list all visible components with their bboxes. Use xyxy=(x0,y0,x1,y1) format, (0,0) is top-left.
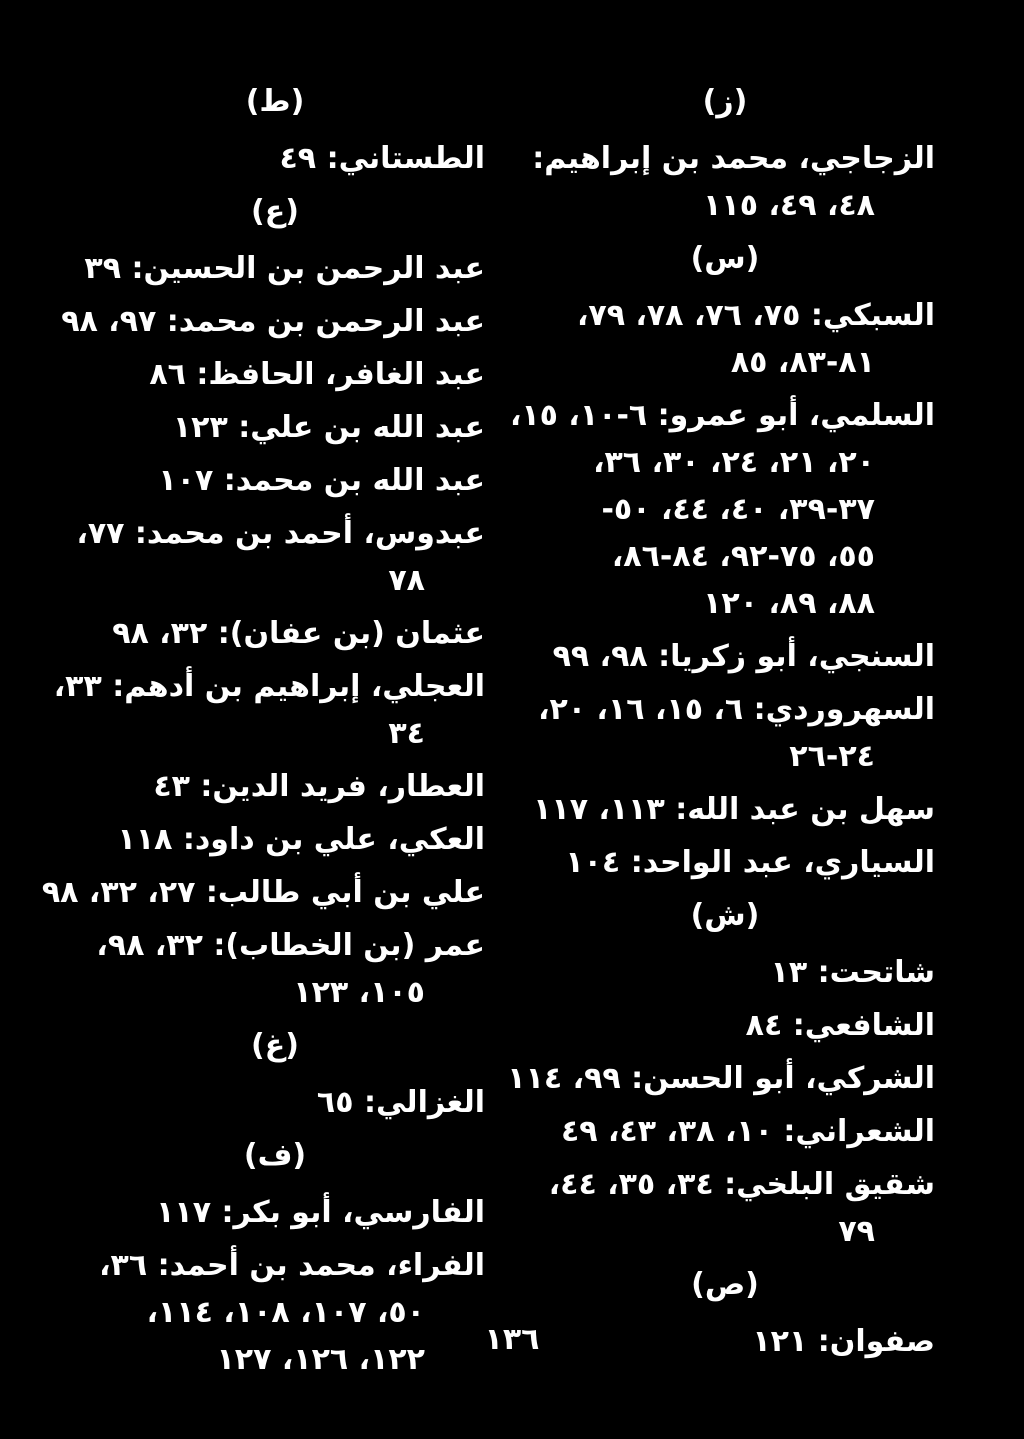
entry-continuation: ٥٠، ١٠٧، ١٠٨، ١١٤، xyxy=(146,1295,425,1330)
entry-line: شقيق البلخي: ٣٤، ٣٥، ٤٤، xyxy=(548,1167,935,1202)
letter-heading: (ص) xyxy=(691,1267,759,1302)
entry-line: السهروردي: ٦، ١٥، ١٦، ٢٠، xyxy=(538,692,935,727)
entry-continuation: ٥٥، ٧٥-٩٢، ٨٤-٨٦، xyxy=(611,539,875,574)
entry-continuation: ٨١-٨٣، ٨٥ xyxy=(730,345,875,380)
index-entry xyxy=(65,610,485,657)
entry-continuation: ٧٨ xyxy=(388,563,425,598)
entry-line: علي بن أبي طالب: ٢٧، ٣٢، ٩٨ xyxy=(41,875,485,910)
entry-line: الشعراني: ١٠، ٣٨، ٤٣، ٤٩ xyxy=(560,1114,935,1149)
entry-continuation: ١٢٢، ١٢٦، ١٢٧ xyxy=(216,1342,425,1377)
index-entry xyxy=(515,949,935,996)
entry-line: السلمي، أبو عمرو: ٦-١٠، ١٥، xyxy=(509,398,935,433)
index-entry xyxy=(61,298,485,345)
entry-line: الطستاني: ٤٩ xyxy=(279,141,485,176)
index-entry xyxy=(515,1108,935,1155)
letter-heading: (ط) xyxy=(245,84,305,119)
index-entry xyxy=(65,1079,485,1126)
entry-line: عبد الغافر، الحافظ: ٨٦ xyxy=(149,357,485,392)
entry-line: سهل بن عبد الله: ١١٣، ١١٧ xyxy=(533,792,935,827)
index-entry xyxy=(65,135,485,182)
index-entry xyxy=(515,292,935,386)
index-entry xyxy=(65,816,485,863)
entry-line: السنجي، أبو زكريا: ٩٨، ٩٩ xyxy=(552,639,935,674)
page-number: ١٣٦ xyxy=(484,1322,540,1357)
letter-heading: (ز) xyxy=(702,84,748,119)
index-entry xyxy=(65,1242,485,1383)
index-entry xyxy=(515,686,935,780)
index-column-left xyxy=(41,72,485,1389)
entry-line: الفراء، محمد بن أحمد: ٣٦، xyxy=(99,1248,485,1283)
index-entry xyxy=(515,633,935,680)
index-entry xyxy=(515,135,935,229)
entry-line: العكي، علي بن داود: ١١٨ xyxy=(117,822,485,857)
entry-line: شاتحت: ١٣ xyxy=(770,955,935,990)
entry-line: عبدوس، أحمد بن محمد: ٧٧، xyxy=(76,516,485,551)
entry-line: العطار، فريد الدين: ٤٣ xyxy=(153,769,485,804)
entry-continuation: ٢٤-٢٦ xyxy=(789,739,875,774)
entry-continuation: ٧٩ xyxy=(838,1214,875,1249)
index-entry xyxy=(65,922,485,1016)
index-entry xyxy=(515,1161,935,1255)
entry-line: الشركي، أبو الحسن: ٩٩، ١١٤ xyxy=(507,1061,935,1096)
entry-continuation: ١٠٥، ١٢٣ xyxy=(293,975,425,1010)
index-entry xyxy=(41,869,485,916)
entry-line: الفارسي، أبو بكر: ١١٧ xyxy=(156,1195,485,1230)
entry-line: الزجاجي، محمد بن إبراهيم: xyxy=(532,141,935,176)
entry-line: العجلي، إبراهيم بن أدهم: ٣٣، xyxy=(53,669,485,704)
entry-continuation: ٢٠، ٢١، ٢٤، ٣٠، ٣٦، xyxy=(593,445,875,480)
letter-heading: (ف) xyxy=(243,1138,307,1173)
index-entry xyxy=(65,1189,485,1236)
entry-line: عبد الرحمن بن محمد: ٩٧، ٩٨ xyxy=(61,304,485,339)
entry-line: الغزالي: ٦٥ xyxy=(316,1085,485,1120)
letter-heading: (ع) xyxy=(251,194,299,229)
index-entry xyxy=(509,392,935,627)
index-entry xyxy=(515,786,935,833)
entry-continuation: ٤٨، ٤٩، ١١٥ xyxy=(703,188,875,223)
index-entry xyxy=(65,510,485,604)
entry-line: عبد الله بن محمد: ١٠٧ xyxy=(158,463,485,498)
letter-heading: (غ) xyxy=(251,1028,299,1063)
index-entry xyxy=(507,1055,935,1102)
entry-line: السياري، عبد الواحد: ١٠٤ xyxy=(565,845,935,880)
entry-line: عبد الله بن علي: ١٢٣ xyxy=(172,410,485,445)
index-entry xyxy=(65,351,485,398)
entry-line: عثمان (بن عفان): ٣٢، ٩٨ xyxy=(112,616,485,651)
entry-line: السبكي: ٧٥، ٧٦، ٧٨، ٧٩، xyxy=(577,298,935,333)
letter-heading: (س) xyxy=(690,241,760,276)
entry-continuation: ٣٤ xyxy=(388,716,425,751)
index-entry xyxy=(65,763,485,810)
entry-line: عبد الرحمن بن الحسين: ٣٩ xyxy=(84,251,485,286)
index-entry xyxy=(65,245,485,292)
index-entry xyxy=(65,404,485,451)
letter-heading: (ش) xyxy=(690,898,760,933)
entry-line: الشافعي: ٨٤ xyxy=(745,1008,935,1043)
entry-continuation: ٨٨، ٨٩، ١٢٠ xyxy=(703,586,875,621)
entry-line: صفوان: ١٢١ xyxy=(752,1324,935,1359)
index-entry xyxy=(515,839,935,886)
index-entry xyxy=(515,1002,935,1049)
entry-continuation: ٣٧-٣٩، ٤٠، ٤٤، ٥٠- xyxy=(601,492,875,527)
entry-line: عمر (بن الخطاب): ٣٢، ٩٨، xyxy=(96,928,485,963)
index-entry xyxy=(65,457,485,504)
index-entry xyxy=(53,663,485,757)
